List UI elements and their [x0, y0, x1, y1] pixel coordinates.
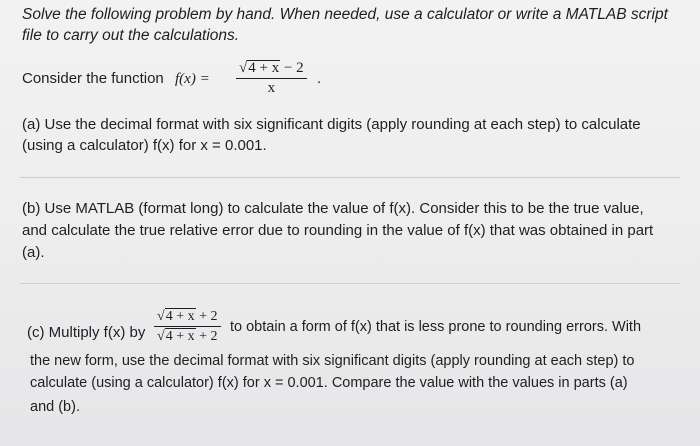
- divider-2: [20, 283, 680, 284]
- sqrt-icon: √: [239, 60, 248, 76]
- part-a-line-1: (a) Use the decimal format with six significant digits (apply rounding at each step) to calculate: [22, 116, 641, 133]
- part-c-den-tail: + 2: [199, 329, 218, 344]
- part-c-den-radicand: 4 + x: [165, 329, 195, 344]
- part-c-prefix: (c) Multiply f(x) by: [27, 324, 146, 341]
- part-c-line-2: the new form, use the decimal format with six significant digits (apply rounding at each step) to: [30, 353, 635, 369]
- part-c-fraction-numerator: [154, 308, 221, 327]
- part-b-line-2: and calculate the true relative error due to rounding in the value of f(x) that was obtained in part: [22, 222, 654, 239]
- part-c-num-radicand: 4 + x: [165, 309, 195, 324]
- part-a-line-2: (using a calculator) f(x) for x = 0.001.: [22, 137, 267, 154]
- function-prefix: Consider the function: [22, 70, 164, 87]
- function-numerator: [236, 60, 307, 79]
- part-c-num-tail: + 2: [199, 309, 218, 324]
- function-numerator-radicand: 4 + x: [248, 60, 280, 76]
- part-c-fraction: [154, 308, 221, 345]
- part-b-line-3: (a).: [22, 244, 45, 261]
- intro-line-1: Solve the following problem by hand. When needed, use a calculator or write a MATLAB script: [22, 6, 668, 23]
- sqrt-icon: √: [157, 309, 165, 324]
- part-c-suffix: to obtain a form of f(x) that is less prone to rounding errors. With: [230, 319, 642, 335]
- function-lhs: f(x) =: [175, 71, 210, 87]
- function-period: .: [317, 70, 322, 87]
- divider-1: [20, 177, 680, 178]
- function-numerator-tail: − 2: [283, 60, 304, 76]
- intro-line-2: file to carry out the calculations.: [22, 27, 240, 44]
- sqrt-icon: √: [157, 329, 165, 344]
- part-b-line-1: (b) Use MATLAB (format long) to calculate the value of f(x). Consider this to be the true value,: [22, 200, 644, 217]
- function-fraction: [236, 60, 307, 97]
- part-c-fraction-denominator: [154, 327, 221, 345]
- part-c-line-3: calculate (using a calculator) f(x) for x = 0.001. Compare the value with the values in parts (a): [30, 375, 628, 391]
- function-denominator: x: [267, 80, 276, 96]
- part-c-line-4: and (b).: [30, 399, 80, 415]
